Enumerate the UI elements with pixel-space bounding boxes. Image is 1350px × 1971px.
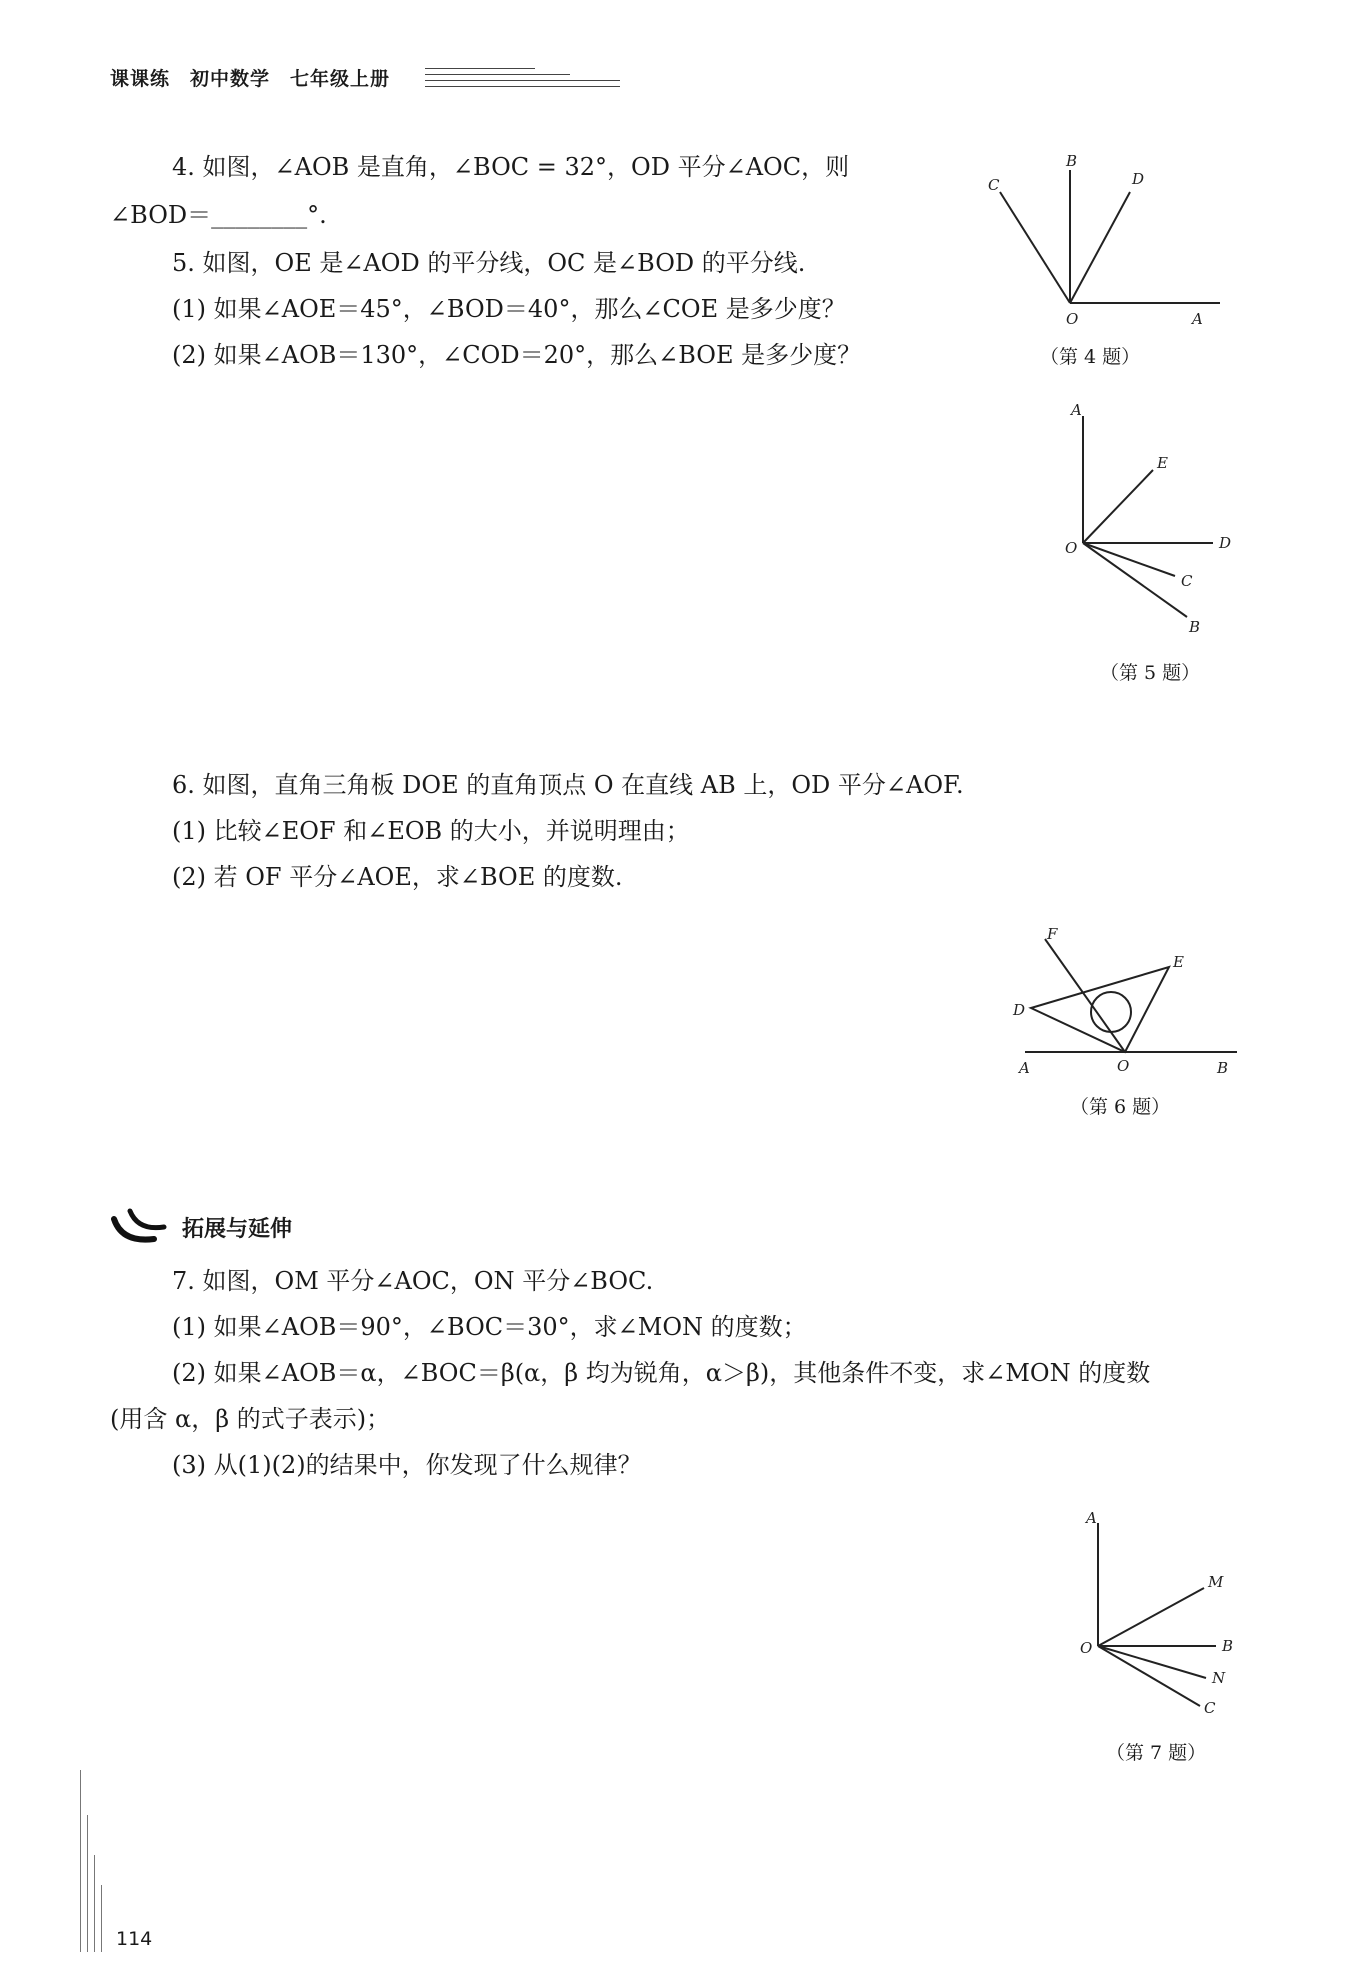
figure-5-diagram (1055, 400, 1255, 650)
label-A: A (1192, 310, 1203, 328)
label-B: B (1222, 1637, 1234, 1655)
label-O: O (1066, 310, 1079, 328)
ray-OC (1083, 543, 1175, 576)
label-E: E (1157, 454, 1168, 472)
label-M: M (1208, 1573, 1224, 1591)
figure-7-diagram (1070, 1505, 1270, 1735)
label-D: D (1219, 534, 1232, 552)
question-6-part1: (1) 比较∠EOF 和∠EOB 的大小，并说明理由； (172, 817, 690, 845)
label-D: D (1132, 170, 1145, 188)
label-F: F (1047, 925, 1058, 943)
label-C: C (988, 176, 1000, 194)
question-4-line2: ∠BOD＝________°. (110, 201, 327, 229)
question-7-part3: (3) 从(1)(2)的结果中，你发现了什么规律？ (172, 1451, 642, 1479)
question-7-part2-line1: (2) 如果∠AOB＝α，∠BOC＝β(α，β 均为锐角，α＞β)，其他条件不变，求∠MON 的度数 (172, 1359, 1151, 1387)
page-edge-mark (87, 1815, 88, 1952)
label-B: B (1189, 618, 1201, 636)
ray-OF (1045, 939, 1125, 1052)
figure-4-caption: （第 4 题） (1040, 346, 1141, 368)
label-B: B (1066, 152, 1078, 170)
question-4-line1: 4. 如图，∠AOB 是直角，∠BOC = 32°，OD 平分∠AOC，则 (172, 153, 850, 181)
figure-5-caption: （第 5 题） (1100, 662, 1201, 684)
question-7-stem: 7. 如图，OM 平分∠AOC，ON 平分∠BOC. (172, 1267, 654, 1295)
question-6-part2: (2) 若 OF 平分∠AOE，求∠BOE 的度数. (172, 863, 623, 891)
header-rule (425, 86, 620, 87)
section-title: 拓展与延伸 (182, 1217, 293, 1242)
question-5-part1: (1) 如果∠AOE＝45°，∠BOD＝40°，那么∠COE 是多少度？ (172, 295, 846, 323)
question-5-part2: (2) 如果∠AOB＝130°，∠COD＝20°，那么∠BOE 是多少度？ (172, 341, 862, 369)
label-E: E (1173, 953, 1184, 971)
ray-OC (1000, 192, 1070, 303)
ray-OD (1070, 192, 1130, 303)
question-6-stem: 6. 如图，直角三角板 DOE 的直角顶点 O 在直线 AB 上，OD 平分∠AOF. (172, 771, 964, 799)
label-A: A (1086, 1509, 1097, 1527)
section-swoosh-icon (108, 1205, 168, 1249)
header-rule (425, 68, 535, 69)
label-B: B (1217, 1059, 1229, 1077)
page-edge-mark (80, 1770, 81, 1952)
page-edge-mark (94, 1855, 95, 1952)
question-5-stem: 5. 如图，OE 是∠AOD 的平分线，OC 是∠BOD 的平分线. (172, 249, 806, 277)
page-edge-mark (101, 1885, 102, 1952)
ray-ON (1098, 1646, 1206, 1678)
label-D: D (1013, 1001, 1026, 1019)
header-rule (425, 74, 570, 75)
ray-OC (1098, 1646, 1200, 1706)
figure-4-diagram (980, 150, 1220, 328)
figure-6-caption: （第 6 题） (1070, 1096, 1171, 1118)
label-A: A (1071, 401, 1082, 419)
triangle-DOE (1031, 967, 1169, 1052)
label-C: C (1204, 1699, 1216, 1717)
question-7-part1: (1) 如果∠AOB＝90°，∠BOC＝30°，求∠MON 的度数； (172, 1313, 807, 1341)
label-A: A (1019, 1059, 1030, 1077)
running-header: 课课练 初中数学 七年级上册 (110, 68, 391, 90)
label-O: O (1080, 1639, 1093, 1657)
figure-6-diagram (1005, 925, 1255, 1080)
ray-OE (1083, 470, 1153, 543)
header-rule (425, 80, 620, 81)
question-7-part2-line2: (用含 α，β 的式子表示)； (110, 1405, 391, 1433)
label-N: N (1212, 1669, 1226, 1687)
label-O: O (1065, 539, 1078, 557)
page-number: 114 (116, 1928, 153, 1950)
label-O: O (1117, 1057, 1130, 1075)
figure-7-caption: （第 7 题） (1106, 1742, 1207, 1764)
ray-OM (1098, 1588, 1204, 1646)
label-C: C (1181, 572, 1193, 590)
ray-OB (1083, 543, 1187, 617)
